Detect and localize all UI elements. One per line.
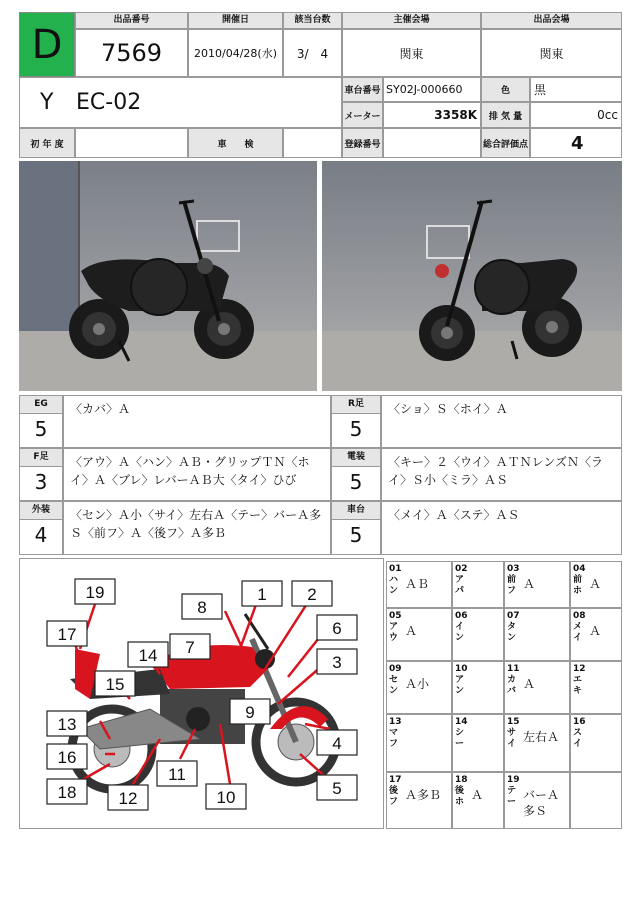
label-8: 8 — [197, 598, 207, 617]
label-10: 10 — [216, 788, 236, 807]
part-code — [389, 717, 403, 750]
part-number: 13 — [389, 717, 402, 727]
first-reg-value — [75, 128, 188, 158]
elec-note: 〈キー〉２〈ウイ〉ＡＴＮレンズＮ〈ライ〉Ｓ小〈ミラ〉ＡＳ — [381, 448, 622, 501]
part-number: 07 — [507, 611, 520, 621]
model-row — [19, 77, 342, 128]
part-name: 後フ — [389, 786, 399, 807]
rear-grade-value: 5 — [349, 417, 363, 441]
part-code — [573, 775, 587, 786]
part-number: 08 — [573, 611, 586, 621]
part-code — [389, 664, 403, 697]
frame-note: 〈メイ〉Ａ〈ステ〉ＡＳ — [381, 501, 622, 555]
eg-grade-box — [19, 395, 63, 448]
part-cell — [386, 772, 452, 829]
frame-grade-label: 車台 — [332, 502, 380, 520]
part-code — [507, 664, 521, 697]
part-code — [389, 611, 403, 644]
inspection-value — [283, 128, 342, 158]
auction-date: 2010/04/28(水) — [188, 29, 283, 77]
part-value: Ａ — [589, 624, 602, 638]
frame-number: SY02J-000660 — [383, 77, 481, 102]
part-name: エキ — [573, 675, 583, 696]
label-12: 12 — [118, 789, 138, 808]
part-code — [573, 717, 587, 750]
part-number: 05 — [389, 611, 402, 621]
part-number: 15 — [507, 717, 520, 727]
part-cell — [452, 608, 504, 661]
part-name: 後ホ — [455, 786, 465, 807]
overall-label: 総合評価点 — [481, 128, 530, 158]
reg-number-value — [383, 128, 481, 158]
venue: 関東 — [342, 29, 481, 77]
label-3: 3 — [332, 653, 342, 672]
part-number: 14 — [455, 717, 468, 727]
elec-grade-value: 5 — [349, 470, 363, 494]
label-9: 9 — [245, 703, 255, 722]
part-code — [507, 717, 521, 750]
part-code — [573, 564, 587, 597]
label-17: 17 — [57, 625, 77, 644]
part-name: マフ — [389, 728, 399, 749]
part-name: タン — [507, 622, 517, 643]
part-value: Ａ — [523, 677, 536, 691]
part-cell — [386, 661, 452, 714]
part-cell — [386, 608, 452, 661]
part-cell — [570, 772, 622, 829]
part-value: Ａ — [405, 624, 418, 638]
label-5: 5 — [332, 779, 342, 798]
part-name: セン — [389, 675, 399, 696]
exhibit-venue: 関東 — [481, 29, 622, 77]
part-cell — [570, 714, 622, 772]
part-name: 前フ — [507, 575, 517, 596]
label-4: 4 — [332, 734, 342, 753]
label-2: 2 — [307, 585, 317, 604]
displacement-value: 0cc — [530, 102, 622, 128]
frame-number-label: 車台番号 — [342, 77, 383, 102]
overall-score: 4 — [530, 128, 622, 158]
part-value: バーＡ多Ｓ — [523, 788, 560, 818]
part-name: メイ — [573, 622, 583, 643]
rear-note: 〈ショ〉Ｓ〈ホイ〉Ａ — [381, 395, 622, 448]
part-value: Ａ — [523, 577, 536, 591]
part-cell — [504, 661, 570, 714]
scooter-right-image — [322, 161, 622, 391]
part-name: アン — [455, 675, 465, 696]
eg-grade-label: EG — [20, 396, 62, 414]
frame-grade-box — [331, 501, 381, 555]
part-code — [389, 775, 403, 808]
part-number: 10 — [455, 664, 468, 674]
photo-left-side — [19, 161, 317, 391]
lot-number-label: 出品番号 — [75, 12, 188, 29]
part-number: 06 — [455, 611, 468, 621]
part-number: 12 — [573, 664, 586, 674]
reg-number-label: 登録番号 — [342, 128, 383, 158]
part-cell — [452, 772, 504, 829]
eg-note: 〈カバ〉Ａ — [63, 395, 331, 448]
part-code — [455, 717, 469, 750]
eg-grade-value: 5 — [34, 417, 48, 441]
maker-code: Y — [40, 90, 54, 115]
front-grade-label: F足 — [20, 449, 62, 467]
venue-label: 主催会場 — [342, 12, 481, 29]
part-value: Ａ — [471, 788, 484, 802]
part-cell — [504, 772, 570, 829]
lot-number: 7569 — [75, 29, 188, 77]
grade-letter-box — [19, 12, 75, 77]
part-number: 04 — [573, 564, 586, 574]
exhibit-venue-label: 出品会場 — [481, 12, 622, 29]
inspection-label: 車 検 — [188, 128, 283, 158]
part-code — [507, 564, 521, 597]
color-value: 黒 — [530, 77, 622, 102]
part-number: 19 — [507, 775, 520, 785]
photo-right-side — [322, 161, 622, 391]
part-name: サイ — [507, 728, 517, 749]
part-name: イン — [455, 622, 465, 643]
part-cell — [386, 714, 452, 772]
part-code — [455, 775, 469, 808]
part-number: 11 — [507, 664, 520, 674]
part-number: 01 — [389, 564, 402, 574]
elec-grade-label: 電装 — [332, 449, 380, 467]
part-code — [455, 664, 469, 697]
label-16: 16 — [57, 748, 77, 767]
part-name: アパ — [455, 575, 465, 596]
part-code — [573, 611, 587, 644]
part-name: テー — [507, 786, 517, 807]
part-number: 02 — [455, 564, 468, 574]
part-name: 前ホ — [573, 575, 583, 596]
part-value: 左右Ａ — [523, 730, 560, 744]
date-label: 開催日 — [188, 12, 283, 29]
label-13: 13 — [57, 715, 77, 734]
part-code — [455, 564, 469, 597]
part-code — [507, 611, 521, 644]
meter-value: 3358K — [383, 102, 481, 128]
part-value: ＡＢ — [405, 577, 430, 591]
label-1: 1 — [257, 585, 267, 604]
label-11: 11 — [168, 765, 186, 784]
ext-grade-value: 4 — [34, 523, 48, 547]
part-cell — [570, 561, 622, 608]
units-label: 該当台数 — [283, 12, 342, 29]
frame-grade-value: 5 — [349, 523, 363, 547]
part-number: 17 — [389, 775, 402, 785]
part-cell — [570, 608, 622, 661]
part-value: Ａ — [589, 577, 602, 591]
elec-grade-box — [331, 448, 381, 501]
part-cell — [504, 608, 570, 661]
front-grade-value: 3 — [34, 470, 48, 494]
label-19: 19 — [85, 583, 105, 602]
label-18: 18 — [57, 783, 77, 802]
part-cell — [452, 661, 504, 714]
damage-diagram — [19, 558, 384, 829]
part-name: ハン — [389, 575, 399, 596]
first-reg-label: 初 年 度 — [19, 128, 75, 158]
part-code — [455, 611, 469, 644]
part-name: スイ — [573, 728, 583, 749]
scooter-left-image — [19, 161, 317, 391]
model-name: EC-02 — [76, 90, 142, 115]
meter-label: メーター — [342, 102, 383, 128]
part-cell — [504, 561, 570, 608]
part-number: 16 — [573, 717, 586, 727]
front-note: 〈アウ〉Ａ〈ハン〉ＡＢ・グリップＴＮ〈ホイ〉Ａ〈ブレ〉レバーＡＢ大〈タイ〉ひび — [63, 448, 331, 501]
part-code — [389, 564, 403, 597]
part-cell — [452, 714, 504, 772]
part-number: 09 — [389, 664, 402, 674]
color-label: 色 — [481, 77, 530, 102]
ext-note: 〈セン〉Ａ小〈サイ〉左右Ａ〈テー〉バーＡ多Ｓ〈前フ〉Ａ〈後フ〉Ａ多Ｂ — [63, 501, 331, 555]
motorcycle-diagram — [20, 559, 383, 828]
part-cell — [386, 561, 452, 608]
grade-letter: D — [31, 21, 63, 68]
part-name: シー — [455, 728, 465, 749]
ext-grade-box — [19, 501, 63, 555]
label-7: 7 — [185, 638, 195, 657]
rear-grade-box — [331, 395, 381, 448]
part-cell — [452, 561, 504, 608]
part-name: カバ — [507, 675, 517, 696]
part-cell — [570, 661, 622, 714]
units-count: 3/ 4 — [283, 29, 342, 77]
part-cell — [504, 714, 570, 772]
part-code — [507, 775, 521, 808]
label-14: 14 — [138, 646, 158, 665]
label-15: 15 — [105, 675, 125, 694]
rear-grade-label: R足 — [332, 396, 380, 414]
part-value: Ａ多Ｂ — [405, 788, 442, 802]
part-number: 03 — [507, 564, 520, 574]
displacement-label: 排 気 量 — [481, 102, 530, 128]
part-code — [573, 664, 587, 697]
ext-grade-label: 外装 — [20, 502, 62, 520]
part-value: Ａ小 — [405, 677, 430, 691]
front-grade-box — [19, 448, 63, 501]
part-number: 18 — [455, 775, 468, 785]
label-6: 6 — [332, 619, 342, 638]
part-name: アウ — [389, 622, 399, 643]
